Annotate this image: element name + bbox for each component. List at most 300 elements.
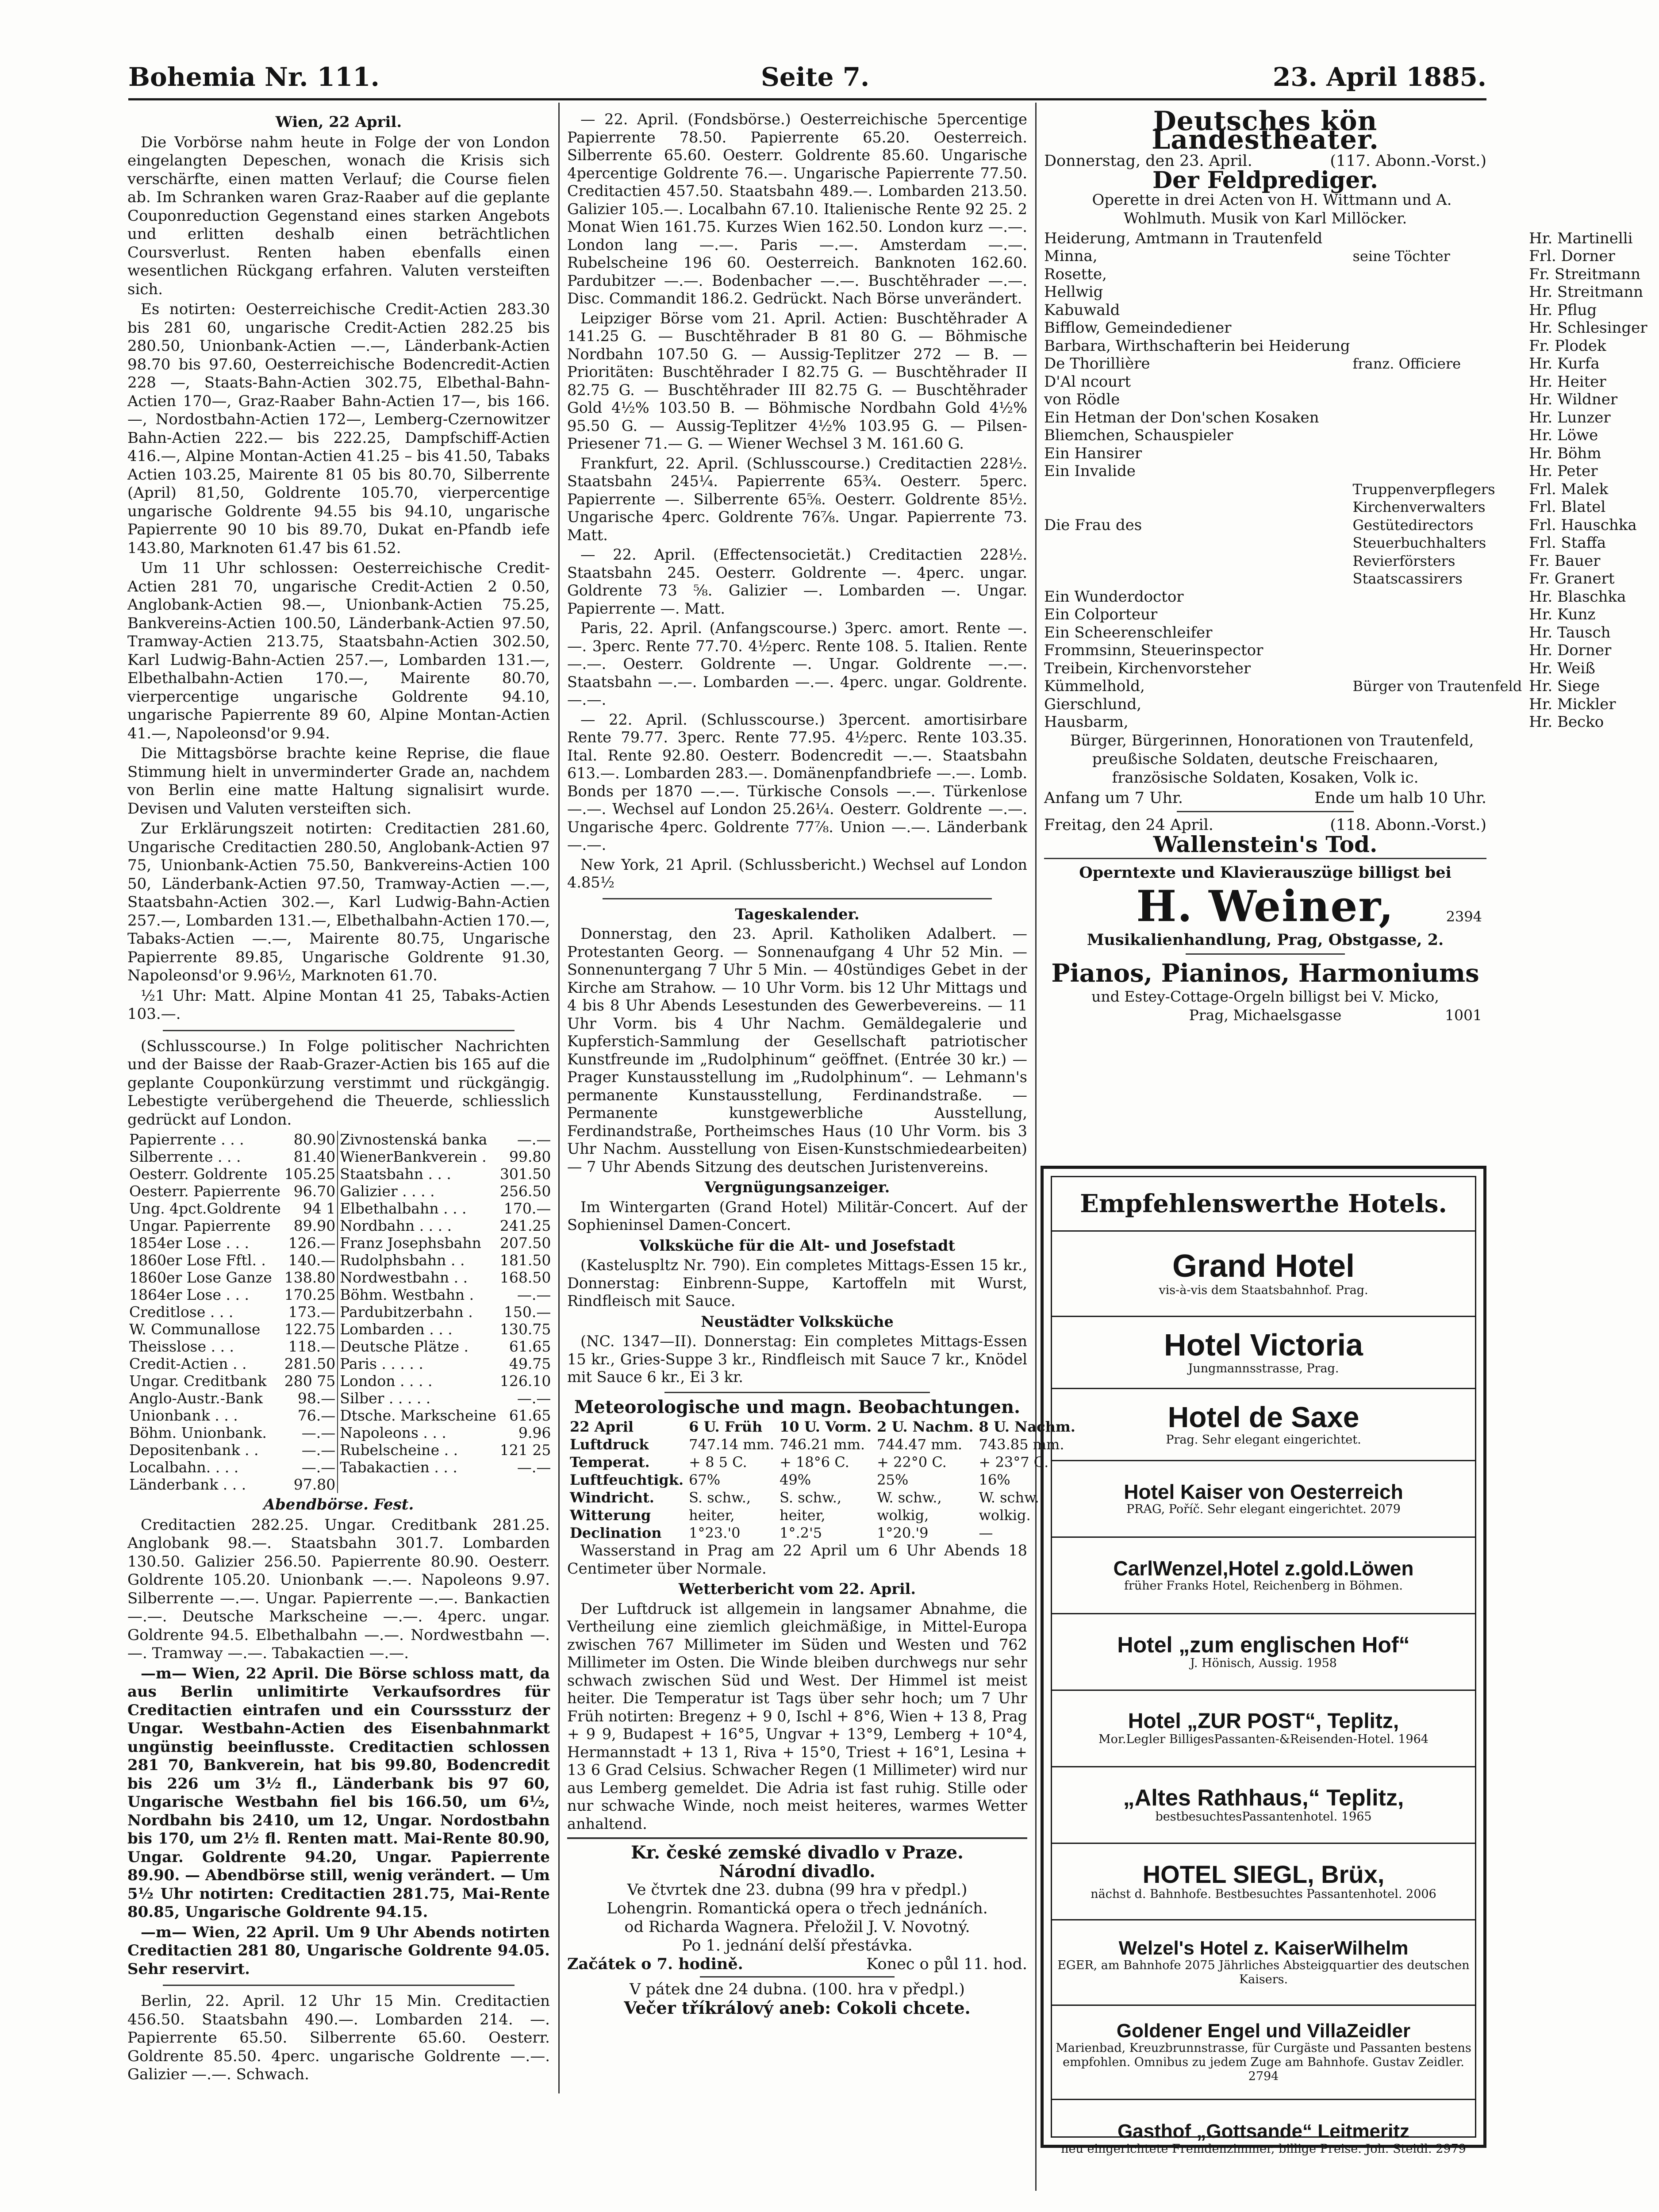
meteo-value: 746.21 mm. bbox=[780, 1436, 865, 1453]
course-value: —.— bbox=[517, 1131, 551, 1148]
czech-theatre-next-date: V pátek dne 24 dubna. (100. hra v předpl.) bbox=[630, 1981, 965, 1998]
course-value: 140.— bbox=[283, 1252, 338, 1269]
course-value: 122.75 bbox=[283, 1321, 338, 1338]
hotel-subline: EGER, am Bahnhofe 2075 Jährliches Absteigquartier des deutschen Kaisers. bbox=[1057, 1959, 1470, 1987]
course-value: —.— bbox=[283, 1441, 338, 1459]
course-value: 9.96 bbox=[518, 1424, 551, 1441]
cast-role: Bliemchen, Schauspieler bbox=[1044, 426, 1233, 444]
cast-role-group bbox=[1350, 641, 1525, 660]
course-name: Silber . . . . . bbox=[340, 1390, 431, 1407]
hotel-subline: nächst d. Bahnhofe. Bestbesuchtes Passantenhotel. 2006 bbox=[1091, 1887, 1436, 1901]
course-row bbox=[127, 1165, 553, 1183]
meteo-value: heiter, bbox=[780, 1507, 826, 1524]
hotel-name: „Altes Rathhaus,“ Teplitz, bbox=[1123, 1785, 1404, 1811]
cast-actor: Hr. Blaschka bbox=[1529, 588, 1626, 606]
meteo-label: Windricht. bbox=[570, 1489, 654, 1506]
cast-role: Heiderung, Amtmann in Trautenfeld bbox=[1044, 229, 1323, 247]
cast-role: D'Al ncourt bbox=[1044, 373, 1131, 391]
course-row bbox=[127, 1183, 553, 1200]
piano-ad-line3-row bbox=[1044, 1006, 1486, 1025]
section-head-vergnuegung: Vergnügungsanzeiger. bbox=[704, 1179, 890, 1196]
paragraph: Zur Erklärungszeit notirten: Creditactien 281.60, Ungarische Creditactien 280.50, Anglobank-Actien 97 75, Unionbank-Actien 75.50, Bankvereins-Actien 100 50, Länderbank-Actien 97.50, Tramway-Actien —.—, Staatsbahn-Actien 302.—, Karl Ludwig-Bahn-Actien 257.—, Lombarden 131.—, Elbethalbahn-Actien 170.—, Tabaks-Actien —.—, Mairente 80.75, Ungarische Papierrente 89.85, Ungarische Goldrente 91.30, Napoleonsd'or 9.96½, Marknoten 61.70. bbox=[127, 820, 550, 984]
cast-role: Minna, bbox=[1044, 247, 1098, 265]
meteo-value: wolkig. bbox=[979, 1507, 1031, 1524]
meteo-label: Declination bbox=[570, 1525, 662, 1541]
cast-actor: Hr. Streitmann bbox=[1529, 283, 1644, 301]
theatre-next-play: Wallenstein's Tod. bbox=[1153, 831, 1378, 857]
course-row bbox=[127, 1217, 553, 1234]
course-name: Pardubitzerbahn . bbox=[340, 1303, 473, 1321]
paragraph: Berlin, 22. April. 12 Uhr 15 Min. Creditactien 456.50. Staatsbahn 490.—. Lombarden 214. —. Papierrente 65.50. Silberrente 65.60. Oesterr. Goldrente 85.50. 4perc. ungarische Goldrente —.—. Galizier —.—. Schwach. bbox=[127, 1992, 550, 2083]
cast-actor: Hr. Pflug bbox=[1529, 301, 1597, 319]
cast-role-group bbox=[1350, 660, 1525, 678]
header-page-number: Seite 7. bbox=[761, 62, 870, 92]
course-row bbox=[127, 1252, 553, 1269]
cast-actor: Hr. Peter bbox=[1529, 462, 1598, 480]
hotel-name: Hotel „ZUR POST“, Teplitz, bbox=[1128, 1709, 1399, 1733]
course-name: Böhm. Unionbank. bbox=[129, 1424, 267, 1441]
section-head-abendboerse: Abendbörse. Fest. bbox=[263, 1496, 414, 1513]
hotel-subline: J. Hönisch, Aussig. 1958 bbox=[1190, 1656, 1337, 1671]
cast-role: Gierschlund, bbox=[1044, 695, 1142, 713]
course-row bbox=[127, 1459, 553, 1476]
paragraph: (NC. 1347—II). Donnerstag: Ein completes Mittags-Essen 15 kr., Gries-Suppe 3 kr., Rindfleisch mit Sauce 7 kr., Knödel mit Sauce 6 kr., Ei 3 kr. bbox=[567, 1333, 1027, 1386]
cast-role-group bbox=[1350, 426, 1525, 445]
czech-theatre-subtitle: Národní divadlo. bbox=[719, 1861, 876, 1881]
course-name: Unionbank . . . bbox=[129, 1407, 238, 1424]
hotel-entry bbox=[1052, 2100, 1475, 2177]
separator bbox=[1177, 811, 1354, 812]
cast-role: Kümmelhold, bbox=[1044, 677, 1145, 695]
cast-role: Ein Scheerenschleifer bbox=[1044, 623, 1213, 641]
cast-row bbox=[1044, 516, 1647, 534]
course-row bbox=[127, 1390, 553, 1407]
cast-actor: Hr. Löwe bbox=[1529, 426, 1598, 444]
cast-actor: Frl. Blatel bbox=[1529, 498, 1606, 516]
course-name: Staatsbahn . . . bbox=[340, 1165, 451, 1183]
cast-row bbox=[1044, 498, 1647, 516]
course-value: 105.25 bbox=[283, 1165, 338, 1183]
cast-role-group bbox=[1350, 319, 1525, 337]
cast-role-group bbox=[1350, 391, 1525, 409]
czech-start-time: Začátek o 7. hodině. bbox=[567, 1955, 743, 1973]
course-row bbox=[127, 1321, 553, 1338]
meteo-value: 747.14 mm. bbox=[689, 1436, 775, 1453]
cast-row bbox=[1044, 301, 1647, 319]
hotel-subline: Jungmannsstrasse, Prag. bbox=[1188, 1361, 1339, 1375]
meteo-value: 67% bbox=[689, 1471, 721, 1488]
course-value: 121 25 bbox=[499, 1441, 551, 1459]
meteo-value: 16% bbox=[979, 1471, 1010, 1488]
paragraph: (Schlusscourse.) In Folge politischer Nachrichten und der Baisse der Raab-Grazer-Actien bis 165 auf die geplante Couponkürzung verstimmt und rückgängig. Lebestigte verübergehend die Theuerde, schliesslich gedrückt auf London. bbox=[127, 1037, 550, 1129]
hotel-name: HOTEL SIEGL, Brüx, bbox=[1142, 1860, 1385, 1888]
course-name: Oesterr. Papierrente bbox=[129, 1183, 280, 1200]
cast-row bbox=[1044, 624, 1647, 642]
course-value: 256.50 bbox=[499, 1183, 551, 1200]
meteo-value: — bbox=[979, 1525, 993, 1541]
meteo-value: heiter, bbox=[689, 1507, 735, 1524]
cast-row bbox=[1044, 677, 1647, 695]
course-name: Depositenbank . . bbox=[129, 1441, 259, 1459]
meteo-value: 49% bbox=[780, 1471, 811, 1488]
cast-role-group bbox=[1350, 409, 1525, 427]
theatre-extras: Bürger, Bürgerinnen, Honorationen von Trautenfeld, preußische Soldaten, deutsche Freischaaren, französische Soldaten, Kosaken, Volk ic. bbox=[1070, 731, 1474, 787]
course-name: Ungar. Creditbank bbox=[129, 1372, 267, 1390]
paragraph: — 22. April. (Effectensocietät.) Creditactien 228½. Staatsbahn 245. Oesterr. Goldrente —. 4perc. ungar. Goldrente 73 ⅝. Galizier —. Lombarden —. Ungar. Papierrente —. Matt. bbox=[567, 546, 1027, 617]
paragraph: Es notirten: Oesterreichische Credit-Actien 283.30 bis 281 60, ungarische Credit-Actien 282.25 bis 280.50, Unionbank-Actien —.—, Länderbank-Actien 98.70 bis 97.60, Oesterreichische Bodencredit-Actien 228 —, Staats-Bahn-Actien 302.75, Elbethal-Bahn-Actien 170—, Graz-Raaber Bahn-Actien 17—, bis 166.—, Nordostbahn-Actien 172—, Lemberg-Czernowitzer Bahn-Actien 222.— bis 222.25, Dampfschiff-Actien 416.—, Alpine Montan-Actien 41.25 – bis 41.50, Tabaks Actien 103.25, Mairente 81 05 bis 80.70, Silberrente (April) 81,50, Goldrente 105.70, vierpercentige ungarische Goldrente 94.55 bis 94.10, ungarische Papierrente 90 10 bis 89.70, Dukat en-Pfandb iefe 143.80, Marknoten 61.47 bis 61.52. bbox=[127, 300, 550, 557]
course-name: Nordwestbahn . . bbox=[340, 1269, 468, 1286]
cast-row bbox=[1044, 641, 1647, 660]
meteo-label: Witterung bbox=[570, 1507, 651, 1524]
cast-role-group: Steuerbuchhalters bbox=[1352, 534, 1486, 551]
course-row bbox=[127, 1303, 553, 1321]
cast-actor: Hr. Mickler bbox=[1529, 695, 1616, 713]
header-rule bbox=[128, 98, 1486, 100]
cast-role: Ein Colporteur bbox=[1044, 606, 1158, 623]
czech-theatre-date: Ve čtvrtek dne 23. dubna (99 hra v předpl.) bbox=[627, 1881, 968, 1899]
column-theatre-ads bbox=[1044, 106, 1647, 1164]
cast-row bbox=[1044, 462, 1647, 480]
course-table bbox=[127, 1131, 553, 1493]
course-value: 170.25 bbox=[283, 1286, 338, 1303]
cast-row bbox=[1044, 230, 1647, 248]
course-name: Napoleons . . . bbox=[340, 1424, 446, 1441]
czech-end-time: Konec o půl 11. hod. bbox=[866, 1955, 1027, 1973]
hotel-entry bbox=[1052, 1691, 1475, 1767]
meteo-row bbox=[567, 1489, 1078, 1506]
separator bbox=[700, 1976, 895, 1978]
cast-role-group: franz. Officiere bbox=[1352, 355, 1461, 372]
paragraph: ½1 Uhr: Matt. Alpine Montan 41 25, Tabaks-Actien 103.—. bbox=[127, 987, 550, 1023]
cast-role-group bbox=[1350, 713, 1525, 731]
course-row bbox=[127, 1355, 553, 1372]
theatre-title: Deutsches kön Landestheater. bbox=[1152, 106, 1379, 155]
cast-role-group bbox=[1350, 462, 1525, 480]
meteo-label: Luftfeuchtigk. bbox=[570, 1471, 684, 1488]
weiner-ad-line2: Musikalienhandlung, Prag, Obstgasse, 2. bbox=[1087, 930, 1444, 949]
course-name: Länderbank . . . bbox=[129, 1476, 246, 1493]
theatre-times bbox=[1044, 789, 1486, 807]
paragraph: Im Wintergarten (Grand Hotel) Militär-Concert. Auf der Sophieninsel Damen-Concert. bbox=[567, 1198, 1027, 1233]
course-name: Nordbahn . . . . bbox=[340, 1217, 452, 1234]
column-rule-2 bbox=[1035, 103, 1037, 2191]
course-name bbox=[338, 1476, 498, 1493]
cast-role-group bbox=[1350, 265, 1525, 284]
course-value: 98.— bbox=[283, 1390, 338, 1407]
cast-role: Ein Invalide bbox=[1044, 462, 1136, 480]
cast-actor: Frl. Staffa bbox=[1529, 534, 1606, 552]
theatre-end: Ende um halb 10 Uhr. bbox=[1314, 789, 1486, 807]
course-name: 1864er Lose . . . bbox=[129, 1286, 249, 1303]
meteo-label: 22 April bbox=[570, 1418, 634, 1435]
cast-actor: Hr. Wildner bbox=[1529, 391, 1618, 408]
meteo-value: 1°.2'5 bbox=[780, 1525, 822, 1541]
cast-actor: Frl. Malek bbox=[1529, 480, 1609, 498]
piano-ad-line2: und Estey-Cottage-Orgeln billigst bei V. Micko, bbox=[1091, 988, 1439, 1005]
course-value bbox=[498, 1476, 553, 1493]
course-value: 61.65 bbox=[509, 1407, 551, 1424]
meteo-value: + 8 5 C. bbox=[689, 1454, 747, 1471]
cast-role: Treibein, Kirchenvorsteher bbox=[1044, 659, 1251, 677]
cast-row bbox=[1044, 534, 1647, 552]
cast-role: Rosette, bbox=[1044, 265, 1107, 283]
cast-row bbox=[1044, 588, 1647, 606]
course-value: 80.90 bbox=[283, 1131, 338, 1148]
hotel-name: Grand Hotel bbox=[1172, 1248, 1355, 1284]
course-value: 138.80 bbox=[283, 1269, 338, 1286]
cast-row bbox=[1044, 283, 1647, 301]
course-value: 94 1 bbox=[283, 1200, 338, 1217]
cast-role-group bbox=[1350, 445, 1525, 463]
cast-row bbox=[1044, 265, 1647, 284]
cast-row bbox=[1044, 660, 1647, 678]
cast-role-group bbox=[1350, 695, 1525, 714]
hotel-name: Hotel de Saxe bbox=[1167, 1401, 1359, 1434]
course-name: Deutsche Plätze . bbox=[340, 1338, 469, 1355]
course-name: Dtsche. Markscheine bbox=[340, 1407, 496, 1424]
course-name: London . . . . bbox=[340, 1372, 433, 1390]
piano-ad-number: 1001 bbox=[1445, 1006, 1482, 1024]
cast-row bbox=[1044, 373, 1647, 391]
column-rule-1 bbox=[558, 103, 560, 2093]
hotel-subline: bestbesuchtesPassantenhotel. 1965 bbox=[1155, 1810, 1372, 1824]
weiner-ad-line1: Operntexte und Klavierauszüge billigst bei bbox=[1079, 864, 1452, 882]
piano-ad-title: Pianos, Pianinos, Harmoniums bbox=[1051, 959, 1479, 988]
hotel-entry bbox=[1052, 1461, 1475, 1538]
hotel-entry bbox=[1052, 1767, 1475, 1844]
cast-role: von Rödle bbox=[1044, 391, 1120, 408]
cast-role-group bbox=[1350, 588, 1525, 606]
separator bbox=[1044, 858, 1486, 859]
paragraph: Der Luftdruck ist allgemein in langsamer Abnahme, die Vertheilung eine ziemlich gleichmäßige, in Mittel-Europa zwischen 767 Millimeter im Süden und Westen und 762 Millimeter im Osten. Die Winde bleiben durchwegs nur sehr schwach zwischen Süd und West. Der Himmel ist meist heiter. Die Temperatur ist Tags über sehr hoch; um 7 Uhr Früh notirten: Bregenz + 9 0, Ischl + 8°6, Wien + 13 8, Prag + 9 9, Budapest + 16°5, Ungvar + 13°9, Lemberg + 10°4, Hermannstadt + 13 1, Riva + 15°0, Triest + 16°1, Lesina + 13 6 Grad Celsius. Schwacher Regen (1 Millimeter) wird nur aus Lemberg gemeldet. Die Adria ist fast ruhig. Stille oder nur schwache Winde, noch meist heiteres, warmes Wetter anhaltend. bbox=[567, 1600, 1027, 1832]
meteo-value: 1°23.'0 bbox=[689, 1525, 741, 1541]
course-row bbox=[127, 1148, 553, 1165]
hotel-name: Hotel Victoria bbox=[1164, 1328, 1363, 1363]
course-value: 168.50 bbox=[499, 1269, 551, 1286]
meteo-value: 25% bbox=[877, 1471, 909, 1488]
course-name: WienerBankverein . bbox=[340, 1148, 487, 1165]
course-value: 99.80 bbox=[509, 1148, 551, 1165]
hotel-advert-inner bbox=[1051, 1176, 1476, 2156]
theatre-date: Donnerstag, den 23. April. bbox=[1044, 152, 1252, 170]
cast-row bbox=[1044, 480, 1647, 499]
cast-role: Die Frau des bbox=[1044, 516, 1142, 534]
cast-role: Kabuwald bbox=[1044, 301, 1120, 319]
cast-actor: Fr. Streitmann bbox=[1529, 265, 1641, 283]
course-row bbox=[127, 1131, 553, 1148]
meteo-value: 743.85 mm. bbox=[979, 1436, 1064, 1453]
course-row bbox=[127, 1234, 553, 1252]
hotel-entry bbox=[1052, 1614, 1475, 1691]
cast-role-group bbox=[1350, 301, 1525, 319]
cast-actor: Hr. Siege bbox=[1529, 677, 1600, 695]
hotel-subline: Marienbad, Kreuzbrunnstrasse, für Curgäste und Passanten bestens empfohlen. Omnibus zu jedem Zuge am Bahnhofe. Gustav Zeidler. 2794 bbox=[1056, 2041, 1471, 2084]
hotel-name: Hotel „zum englischen Hof“ bbox=[1117, 1632, 1410, 1657]
course-value: 81.40 bbox=[283, 1148, 338, 1165]
meteo-row bbox=[567, 1471, 1078, 1489]
course-value: 150.— bbox=[503, 1303, 551, 1321]
paragraph: Wasserstand in Prag am 22 April um 6 Uhr Abends 18 Centimeter über Normale. bbox=[567, 1542, 1027, 1577]
meteo-row bbox=[567, 1418, 1078, 1436]
theatre-play-credits: Operette in drei Acten von H. Wittmann und A. Wohlmuth. Musik von Karl Millöcker. bbox=[1092, 191, 1452, 227]
separator bbox=[664, 1392, 930, 1393]
course-value: 118.— bbox=[283, 1338, 338, 1355]
hotel-entry bbox=[1052, 1317, 1475, 1389]
course-value: 170.— bbox=[503, 1200, 551, 1217]
hotel-subline: früher Franks Hotel, Reichenberg in Böhmen. bbox=[1124, 1579, 1403, 1593]
cast-actor: Hr. Dorner bbox=[1529, 641, 1612, 659]
cast-actor: Hr. Tausch bbox=[1529, 623, 1611, 641]
course-value: —.— bbox=[517, 1459, 551, 1476]
czech-theatre-next-play: Večer tříkrálový aneb: Cokoli chcete. bbox=[624, 1998, 971, 2018]
separator bbox=[163, 1985, 515, 1986]
cast-row bbox=[1044, 570, 1647, 588]
paragraph: — 22. April. (Fondsbörse.) Oesterreichische 5percentige Papierrente 78.50. Papierrente 65.20. Oesterreich. Silberrente 65.60. Oesterr. Goldrente 85.60. Ungarische 4percentige Goldrente 76.—. Ungarische Papierrente 77.50. Creditactien 457.50. Staatsbahn 489.—. Lombarden 213.50. Galizier 105.—. Localbahn 67.10. Italienische Rente 92 25. 2 Monat Wien 161.75. Kurzes Wien 162.50. London kurz —.—. London lang —.—. Paris —.—. Amsterdam —.—. Rubelscheine 196 60. Oesterreich. Banknoten 162.60. Pardubitzer —.—. Bodenbacher —.—. Buschtěhrader —.—. Disc. Commandit 186.2. Gedrückt. Nach Börse unverändert. bbox=[567, 111, 1027, 307]
separator bbox=[163, 1030, 515, 1031]
meteo-value: 8 U. Nachm. bbox=[979, 1418, 1075, 1435]
course-value: 97.80 bbox=[283, 1476, 338, 1493]
hotel-entry bbox=[1052, 2006, 1475, 2100]
cast-role: Bifflow, Gemeindediener bbox=[1044, 319, 1232, 337]
meteo-value: W. schw. bbox=[979, 1489, 1039, 1506]
hotel-name: Welzel's Hotel z. KaiserWilhelm bbox=[1118, 1937, 1409, 1959]
hotel-name: Hotel Kaiser von Oesterreich bbox=[1124, 1480, 1403, 1503]
meteo-label: Temperat. bbox=[570, 1454, 650, 1471]
paragraph: (Kasteluspltz Nr. 790). Ein completes Mittags-Essen 15 kr., Donnerstag: Einbrenn-Suppe, Kartoffeln mit Wurst, Rindfleisch mit Sauce. bbox=[567, 1256, 1027, 1310]
czech-theatre-author: od Richarda Wagnera. Přeložil J. V. Novotný. bbox=[624, 1918, 970, 1936]
course-name: 1860er Lose Ganze bbox=[129, 1269, 272, 1286]
paragraph: Die Mittagsbörse brachte keine Reprise, die flaue Stimmung hielt in unverminderter Grade an, nachdem von Berlin eine matte Haltung signalisirt wurde. Devisen und Valuten versteiften sich. bbox=[127, 745, 550, 818]
weiner-ad-name: H. Weiner, bbox=[1136, 881, 1394, 931]
theatre-next-abo: (118. Abonn.-Vorst.) bbox=[1330, 816, 1486, 834]
cast-actor: Hr. Kunz bbox=[1529, 606, 1596, 623]
meteo-value: 6 U. Früh bbox=[689, 1418, 763, 1435]
section-head-tageskalender: Tageskalender. bbox=[735, 905, 860, 923]
cast-actor: Hr. Martinelli bbox=[1529, 229, 1633, 247]
hotel-subline: vis-à-vis dem Staatsbahnhof. Prag. bbox=[1159, 1283, 1368, 1297]
course-value: 126.10 bbox=[499, 1372, 551, 1390]
separator bbox=[603, 898, 992, 899]
paragraph: Um 11 Uhr schlossen: Oesterreichische Credit-Actien 281 70, ungarische Credit-Actien 2 0.50, Anglobank-Actien 98.—, Unionbank-Actien 75.25, Bankvereins-Actien 100.50, Länderbank-Actien 97.50, Tramway-Actien 213.75, Staatsbahn-Actien 302.50, Karl Ludwig-Bahn-Actien 257.—, Lombarden 131.—, Elbethalbahn-Actien 170.—, Mairente 80.70, vierpercentige ungarische Goldrente 94.10, ungarische Papierrente 89 60, Alpine Montan-Actien 41.—, Napoleonsd'or 9.94. bbox=[127, 559, 550, 742]
cast-actor: Hr. Heiter bbox=[1529, 373, 1606, 391]
cast-role-group: Staatscassirers bbox=[1352, 570, 1463, 587]
cast-role: Barbara, Wirthschafterin bei Heiderung bbox=[1044, 337, 1350, 355]
hotel-advert-box bbox=[1041, 1166, 1486, 2156]
cast-role: Hellwig bbox=[1044, 283, 1103, 301]
meteo-value: 744.47 mm. bbox=[877, 1436, 963, 1453]
course-name: Tabakactien . . . bbox=[340, 1459, 457, 1476]
cast-role: De Thorillière bbox=[1044, 355, 1150, 373]
cast-role-group: Gestütedirectors bbox=[1352, 516, 1474, 534]
czech-theatre-play: Lohengrin. Romantická opera o třech jednáních. bbox=[607, 1900, 988, 1917]
course-value: —.— bbox=[517, 1390, 551, 1407]
section-head-wetterbericht: Wetterbericht vom 22. April. bbox=[678, 1580, 916, 1598]
course-value: 241.25 bbox=[499, 1217, 551, 1234]
cast-role-group bbox=[1350, 230, 1525, 248]
paragraph: — 22. April. (Schlusscourse.) 3percent. amortisirbare Rente 79.77. 3perc. Rente 77.95. 4½perc. Rente 103.35. Ital. Rente 92.80. Oesterr. Bodencredit —.—. Staatsbahn 613.—. Lombarden 283.—. Domänenpfandbriefe —.—. Lomb. Bonds per 1870 —.—. Türkische Consols —.—. Türkenlose —.—. Wechsel auf London 25.26¼. Oesterr. Goldrente —.—. Ungarische 4perc. Goldrente 77⅞. Union —.—. Länderbank —.—. bbox=[567, 710, 1027, 853]
section-head-volkskueche: Volksküche für die Alt- und Josefstadt bbox=[639, 1237, 955, 1254]
cast-role-group: seine Töchter bbox=[1352, 248, 1450, 265]
cast-role-group: Truppenverpflegers bbox=[1352, 480, 1495, 498]
course-row bbox=[127, 1372, 553, 1390]
meteo-row bbox=[567, 1436, 1078, 1453]
cast-role-group bbox=[1350, 337, 1525, 355]
course-row bbox=[127, 1441, 553, 1459]
cast-role bbox=[1044, 498, 1350, 516]
cast-role-group bbox=[1350, 606, 1525, 624]
course-value: 173.— bbox=[283, 1303, 338, 1321]
cast-actor: Hr. Kurfa bbox=[1529, 355, 1600, 373]
course-value: 130.75 bbox=[499, 1321, 551, 1338]
course-name: Ung. 4pct.Goldrente bbox=[129, 1200, 281, 1217]
course-name: Lombarden . . . bbox=[340, 1321, 453, 1338]
meteo-value: + 22°0 C. bbox=[877, 1454, 947, 1471]
hotel-subline: PRAG, Poříč. Sehr elegant eingerichtet. 2079 bbox=[1126, 1502, 1401, 1517]
meteo-value: wolkig, bbox=[877, 1507, 929, 1524]
course-value: —.— bbox=[283, 1459, 338, 1476]
cast-actor: Hr. Weiß bbox=[1529, 659, 1595, 677]
course-value: 181.50 bbox=[499, 1252, 551, 1269]
course-name: Paris . . . . . bbox=[340, 1355, 423, 1372]
cast-row bbox=[1044, 337, 1647, 355]
meteo-value: + 18°6 C. bbox=[780, 1454, 849, 1471]
course-value: 76.— bbox=[283, 1407, 338, 1424]
cast-row bbox=[1044, 409, 1647, 427]
course-value: —.— bbox=[283, 1424, 338, 1441]
cast-actor: Frl. Dorner bbox=[1529, 247, 1615, 265]
cast-role-group bbox=[1350, 624, 1525, 642]
cast-row bbox=[1044, 319, 1647, 337]
meteo-value: 10 U. Vorm. bbox=[780, 1418, 872, 1435]
course-row bbox=[127, 1200, 553, 1217]
paragraph: —m— Wien, 22 April. Die Börse schloss matt, da aus Berlin unlimitirte Verkaufsordres für Creditactien eintrafen und ein Coursssturz der Ungar. Westbahn-Actien des Eisenbahnmarkt ungünstig beeinflusste. Creditactien schlossen 281 70, Bankverein, hat bis 99.80, Bodencredit bis 226 um 3½ fl., Länderbank bis 97 60, Ungarische Westbahn fiel bis 166.50, um 6½, Nordbahn bis 2410, um 12, Ungar. Nordostbahn bis 170, um 2½ fl. Renten matt. Mai-Rente 80.90, Ungar. Goldrente 94.20, Ungar. Papierrente 89.90. — Abendbörse still, wenig verändert. — Um 5½ Uhr notirten: Creditactien 281.75, Mai-Rente 80.85, Ungarische Goldrente 94.15. bbox=[127, 1664, 550, 1921]
cast-actor: Frl. Hauschka bbox=[1529, 516, 1637, 534]
course-value: 126.— bbox=[283, 1234, 338, 1252]
course-name: Rubelscheine . . bbox=[340, 1441, 458, 1459]
meteo-value: 2 U. Nachm. bbox=[877, 1418, 974, 1435]
hotel-entry bbox=[1052, 1920, 1475, 2006]
paragraph: Frankfurt, 22. April. (Schlusscourse.) Creditactien 228½. Staatsbahn 245¼. Papierrente 65¾. Oesterr. 5perc. Papierrente —. Silberrente 65⅝. Oesterr. Goldrente 85½. Ungarische 4perc. Goldrente 76⅞. Ungar. Papierrente 73. Matt. bbox=[567, 454, 1027, 544]
cast-row bbox=[1044, 713, 1647, 731]
course-value: 281.50 bbox=[283, 1355, 338, 1372]
cast-actor: Fr. Granert bbox=[1529, 570, 1615, 588]
paragraph: New York, 21 April. (Schlussbericht.) Wechsel auf London 4.85½ bbox=[567, 856, 1027, 891]
meteo-row bbox=[567, 1506, 1078, 1524]
paragraph: Paris, 22. April. (Anfangscourse.) 3perc. amort. Rente —.—. 3perc. Rente 77.70. 4½perc. Rente 108. 5. Italien. Rente —.—. Oesterr. Goldrente —. Ungar. Goldrente —.—. Staatsbahn —.—. Lombarden —.—. 4perc. ungar. Goldrente. —.—. bbox=[567, 619, 1027, 708]
hotel-entry bbox=[1052, 1389, 1475, 1461]
hotel-entry bbox=[1052, 1538, 1475, 1614]
cast-role bbox=[1044, 570, 1350, 588]
course-name: Silberrente . . . bbox=[129, 1148, 241, 1165]
czech-theatre-title: Kr. české zemské divadlo v Praze. bbox=[631, 1842, 964, 1863]
separator bbox=[1186, 953, 1345, 955]
cast-role bbox=[1044, 480, 1350, 499]
hotels-title: Empfehlenswerthe Hotels. bbox=[1080, 1189, 1447, 1218]
cast-role: Frommsinn, Steuerinspector bbox=[1044, 641, 1263, 659]
paragraph: Leipziger Börse vom 21. April. Actien: Buschtěhrader A 141.25 G. — Buschtěhrader B 81 80 G. — Böhmische Nordbahn 107.50 G. — Aussig-Teplitzer 272 — B. — Prioritäten: Buschtěhrader I 82.75 G. — Buschtěhrader II 82.75 G. — Buschtěhrader III 82.75 G. — Buschtěhrader Gold 4½% 103.50 B. — Böhmische Nordbahn Gold 4½% 95.50 G. — Aussig-Teplitzer 4½% 103.95 G. — Pilsen-Priesener 71.— G. — Wiener Wechsel 3 M. 161.60 G. bbox=[567, 309, 1027, 452]
section-head-meteo: Meteorologische und magn. Beobachtungen. bbox=[574, 1396, 1020, 1417]
meteo-row bbox=[567, 1453, 1078, 1471]
header-issue: Bohemia Nr. 111. bbox=[128, 62, 380, 92]
hotel-subline: neu eingerichtete Fremdenzimmer, billige Preise. Joh. Steidl. 2979 bbox=[1061, 2142, 1466, 2156]
meteo-value: W. schw., bbox=[877, 1489, 942, 1506]
cast-row bbox=[1044, 606, 1647, 624]
paragraph: Creditactien 282.25. Ungar. Creditbank 281.25. Anglobank 98.—. Staatsbahn 301.7. Lombarden 130.50. Galizier 256.50. Papierrente 80.90. Oesterr. Goldrente 105.20. Unionbank —.—. Napoleons 9.97. Silberrente —.—. Ungar. Papierrente —.—. Bankactien —.—. Deutsche Markscheine —.—. 4perc. ungar. Goldrente 94.5. Elbethalbahn —.—. Nordwestbahn —.—. Tramway —.—. Tabakactien —.—. bbox=[127, 1516, 550, 1662]
header-date: 23. April 1885. bbox=[1272, 62, 1486, 92]
hotel-name: Gasthof „Gottsande“ Leitmeritz bbox=[1117, 2120, 1410, 2143]
czech-theatre-times bbox=[567, 1955, 1027, 1974]
course-name: Elbethalbahn . . . bbox=[340, 1200, 467, 1217]
